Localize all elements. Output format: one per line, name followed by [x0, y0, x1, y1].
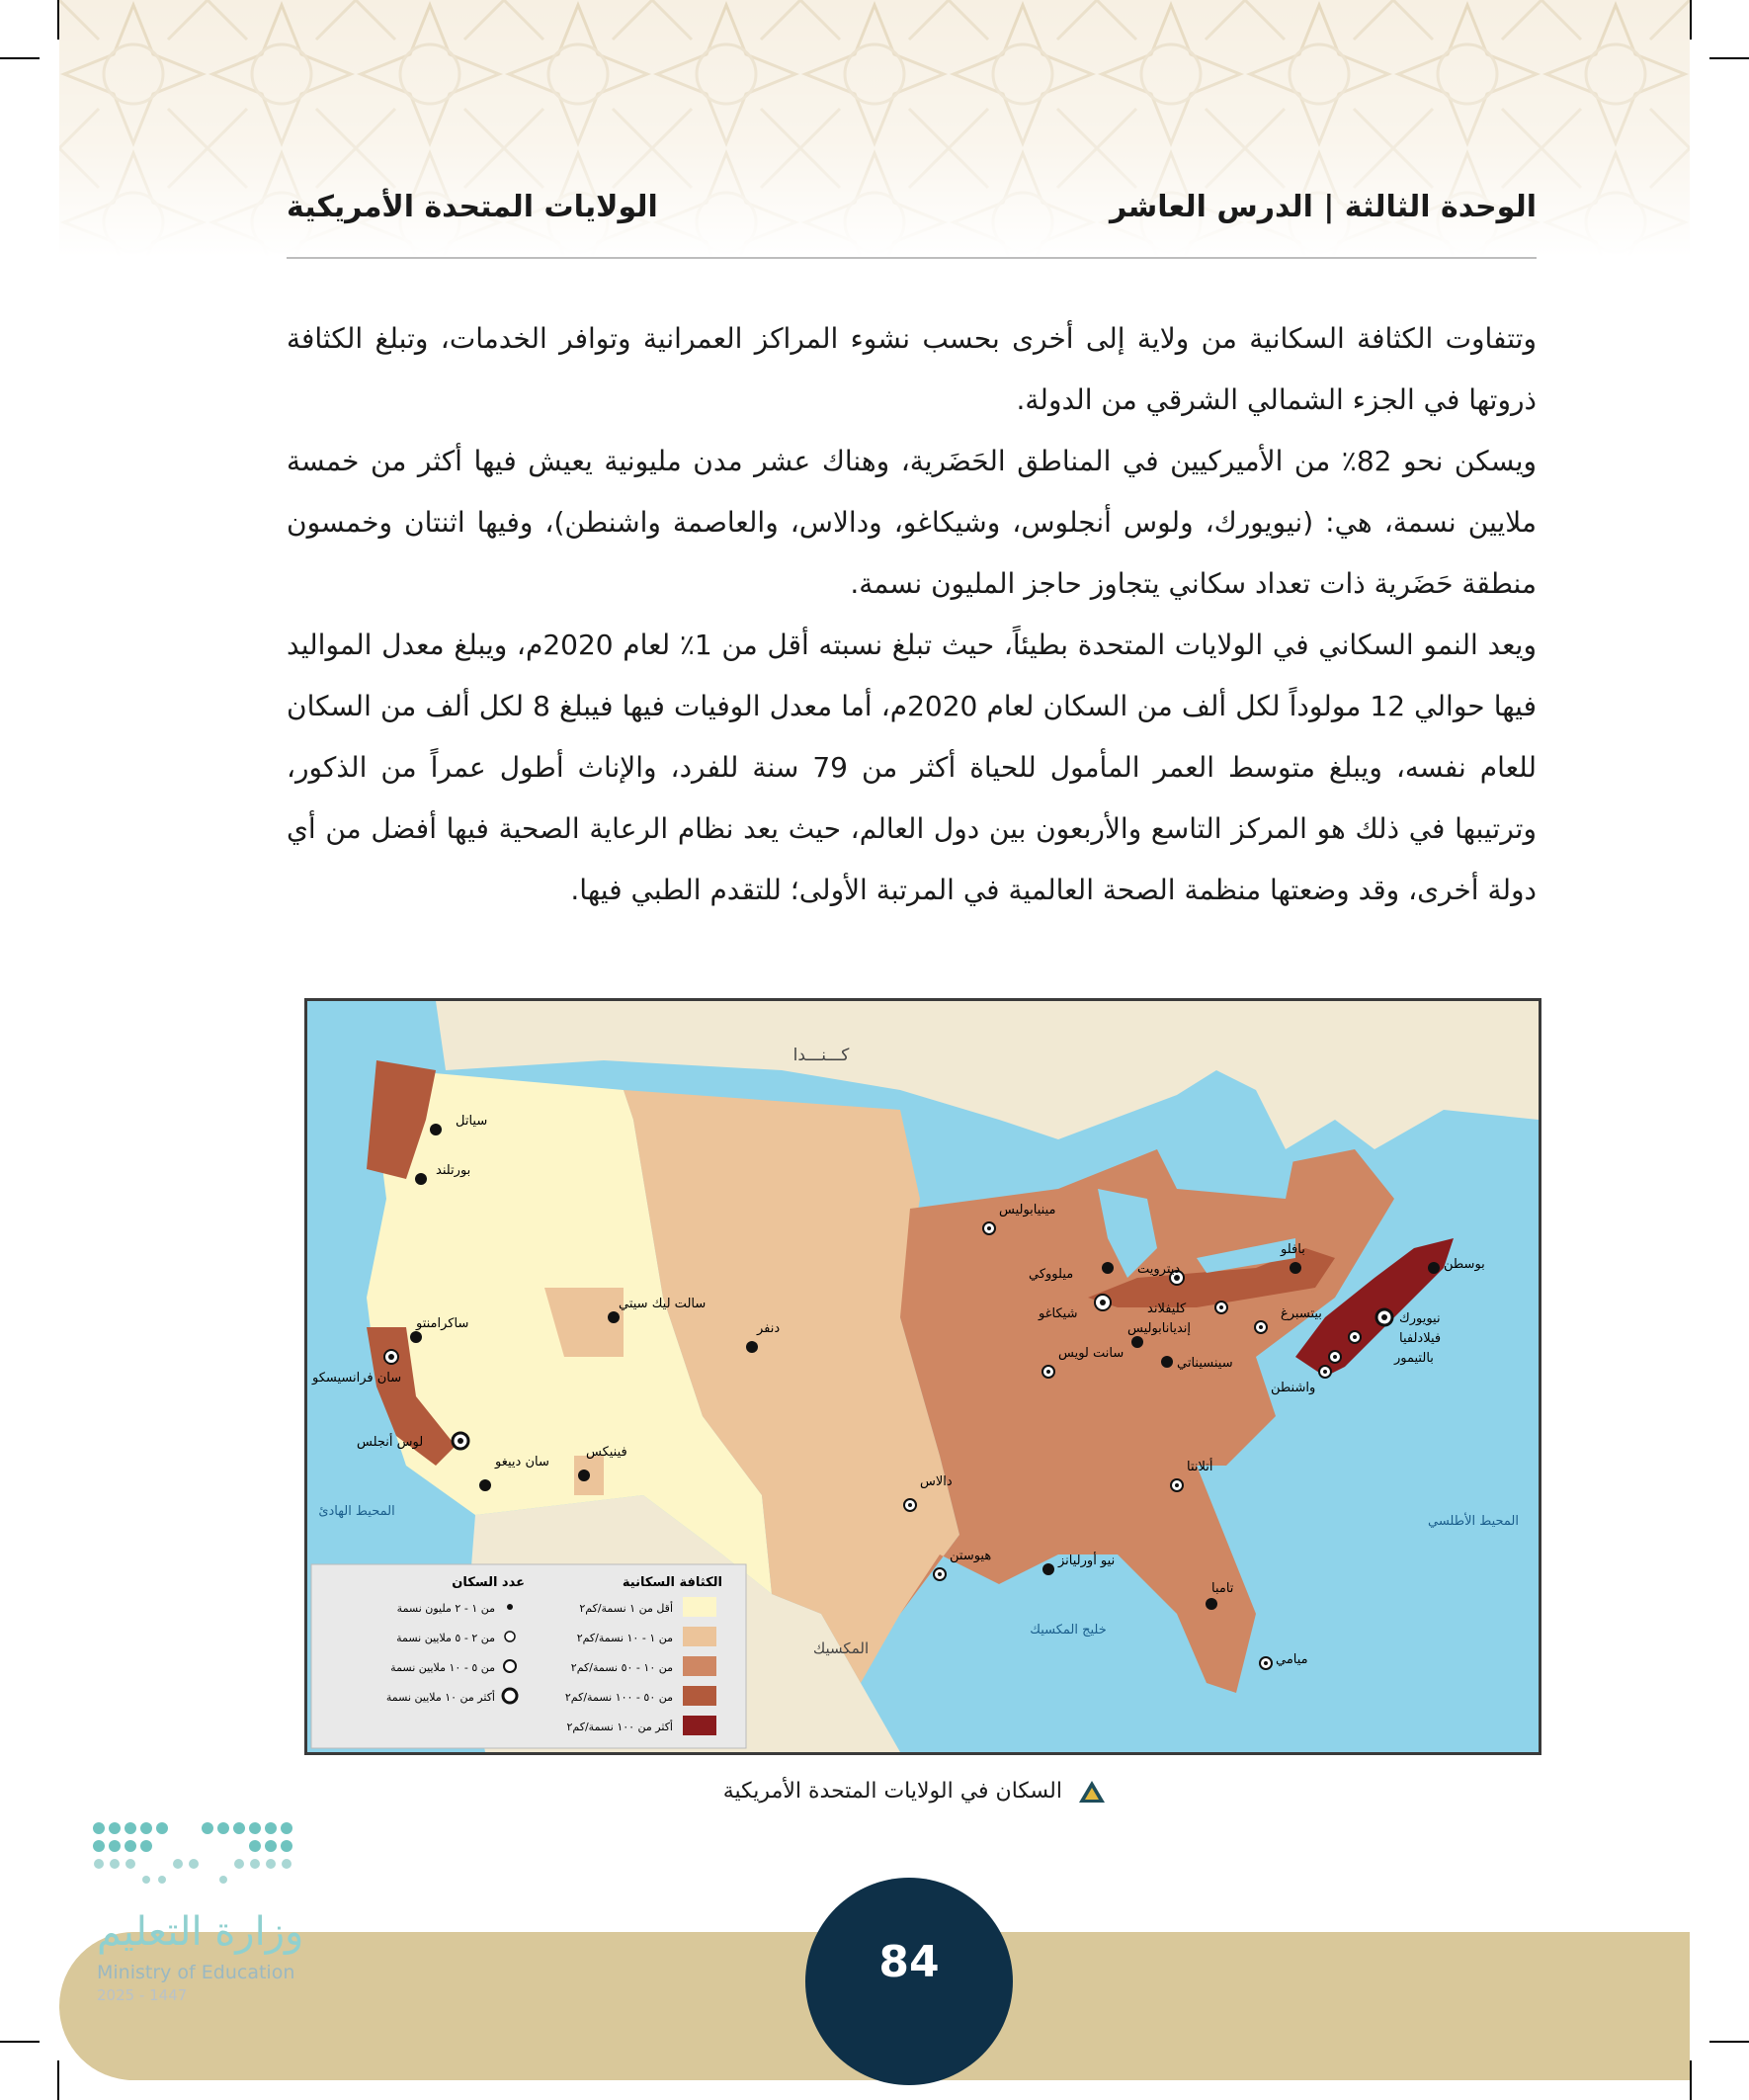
crop-mark [0, 2041, 40, 2043]
svg-text:كليفلاند: كليفلاند [1147, 1302, 1187, 1316]
svg-text:بافلو: بافلو [1281, 1242, 1305, 1257]
city-miami [1260, 1652, 1308, 1669]
svg-text:مينيابوليس: مينيابوليس [999, 1203, 1056, 1218]
ministry-name-en: Ministry of Education [97, 1962, 295, 1983]
svg-text:ديترويت: ديترويت [1137, 1262, 1181, 1277]
svg-text:فينيكس: فينيكس [586, 1445, 627, 1460]
crop-mark [57, 2060, 59, 2100]
legend-density-item: من ١٠ - ٥٠ نسمة/كم٢ [570, 1661, 673, 1674]
svg-text:نيو أورليانز: نيو أورليانز [1058, 1554, 1116, 1568]
legend-swatch [683, 1597, 716, 1617]
legend-pop-title: عدد السكان [452, 1575, 525, 1590]
atlantic-label: المحيط الأطلسي [1428, 1514, 1519, 1529]
svg-text:سياتل: سياتل [456, 1114, 488, 1129]
ministry-name-ar: وزارة التعليم [97, 1909, 304, 1955]
legend-density-title: الكثافة السكانية [622, 1575, 722, 1590]
svg-text:ميلووكي: ميلووكي [1029, 1267, 1074, 1282]
svg-text:إنديانابوليس: إنديانابوليس [1127, 1321, 1192, 1336]
legend-density-item: أقل من ١ نسمة/كم٢ [579, 1602, 673, 1615]
legend-density-item: من ١ - ١٠ نسمة/كم٢ [576, 1632, 673, 1644]
map-legend [311, 1564, 746, 1748]
caption-text: السكان في الولايات المتحدة الأمريكية [722, 1779, 1062, 1804]
svg-text:أتلانتا: أتلانتا [1187, 1460, 1213, 1474]
legend-pop-item: من ٢ - ٥ ملايين نسمة [396, 1632, 495, 1644]
city-newyork [1376, 1309, 1441, 1326]
legend-density-item: من ٥٠ - ١٠٠ نسمة/كم٢ [564, 1691, 673, 1704]
paragraph: ويسكن نحو 82٪ من الأميركيين في المناطق الحَضَرية، وهناك عشر مدن مليونية يعيش فيها أكثر من خمسة ملايين نسمة، هي: (نيويورك، ولوس أنجلوس، وشيكاغو، ودالاس، والعاصمة واشنطن)، وفيها اثنتان وخمسون منطقة حَضَرية ذات تعداد سكاني يتجاوز حاجز المليون نسمة. [287, 445, 1538, 600]
legend-symbol [503, 1689, 517, 1703]
svg-text:بيتسبرغ: بيتسبرغ [1281, 1306, 1322, 1321]
svg-text:سانت لويس: سانت لويس [1058, 1346, 1124, 1361]
crop-mark [1709, 57, 1749, 59]
legend-swatch [683, 1716, 716, 1735]
crop-mark [1690, 0, 1692, 40]
usa-map [307, 1001, 1539, 1752]
legend-symbol [505, 1632, 515, 1641]
legend-pop-item: أكثر من ١٠ ملايين نسمة [385, 1691, 495, 1704]
svg-text:سينسيناتي: سينسيناتي [1177, 1356, 1233, 1371]
mexico-label: المكسيك [812, 1639, 870, 1657]
legend-density-item: أكثر من ١٠٠ نسمة/كم٢ [566, 1721, 673, 1733]
city-washington [1271, 1366, 1331, 1395]
ministry-logo [89, 1818, 316, 2004]
header-divider [287, 257, 1537, 259]
legend-symbol [507, 1604, 513, 1610]
svg-text:فيلادلفيا: فيلادلفيا [1399, 1331, 1442, 1346]
page-title: الولايات المتحدة الأمريكية [287, 190, 658, 224]
svg-text:دنفر: دنفر [757, 1321, 781, 1336]
crop-mark [57, 0, 59, 40]
page-header [287, 190, 1537, 229]
svg-text:واشنطن: واشنطن [1271, 1381, 1316, 1395]
legend-pop-item: من ٥ - ١٠ ملايين نسمة [390, 1661, 495, 1674]
svg-text:بالتيمور: بالتيمور [1394, 1351, 1434, 1366]
legend-pop-item: من ١ - ٢ مليون نسمة [396, 1602, 495, 1615]
svg-text:هيوستن: هيوستن [950, 1549, 992, 1563]
map-caption [593, 1779, 1107, 1805]
page-number: 84 [878, 1937, 940, 1987]
legend-swatch [683, 1656, 716, 1676]
svg-text:دالاس: دالاس [920, 1474, 953, 1489]
paragraph: وتتفاوت الكثافة السكانية من ولاية إلى أخرى بحسب نشوء المراكز العمرانية وتوافر الخدمات، وتبلغ الكثافة ذروتها في الجزء الشمالي الشرقي من الدولة. [287, 322, 1537, 416]
svg-text:سان دييغو: سان دييغو [495, 1455, 549, 1470]
svg-text:تامبا: تامبا [1211, 1581, 1234, 1596]
svg-text:سالت ليك سيتي: سالت ليك سيتي [619, 1297, 707, 1311]
canada-label: كـــنـــدا [792, 1046, 850, 1065]
paragraph: ويعد النمو السكاني في الولايات المتحدة بطيئاً، حيث تبلغ نسبته أقل من 1٪ لعام 2020م، ويبلغ معدل المواليد فيها حوالي 12 مولوداً لكل ألف من السكان لعام 2020م، أما معدل الوفيات فيها فيبلغ 8 لكل ألف من السكان للعام نفسه، ويبلغ متوسط العمر المأمول للحياة أكثر من 79 سنة للفرد، والإناث أطول عمراً من الذكور، وترتيبها في ذلك هو المركز التاسع والأربعون بين دول العالم، حيث يعد نظام الرعاية الصحية فيها أفضل من أي دولة أخرى، وقد وضعتها منظمة الصحة العالمية في المرتبة الأولى؛ للتقدم الطبي فيها. [287, 629, 1537, 906]
crop-mark [1709, 2041, 1749, 2043]
legend-swatch [683, 1686, 716, 1706]
svg-text:ساكرامنتو: ساكرامنتو [416, 1316, 469, 1331]
svg-text:سان فرانسيسكو: سان فرانسيسكو [312, 1371, 402, 1386]
svg-text:بورتلند: بورتلند [436, 1163, 471, 1178]
svg-text:شيكاغو: شيكاغو [1039, 1306, 1078, 1321]
ministry-year: 2025 - 1447 [97, 1986, 188, 2004]
pacific-label: المحيط الهادئ [318, 1504, 395, 1519]
crop-mark [1690, 2060, 1692, 2100]
population-map [304, 998, 1541, 1755]
svg-text:لوس أنجلس: لوس أنجلس [357, 1435, 424, 1450]
body-text [287, 308, 1537, 921]
triangle-icon [1077, 1779, 1107, 1805]
ministry-dots-icon [89, 1818, 316, 1907]
svg-text:نيويورك: نيويورك [1399, 1311, 1441, 1326]
svg-text:ميامي: ميامي [1276, 1652, 1308, 1667]
legend-symbol [504, 1660, 516, 1672]
legend-swatch [683, 1627, 716, 1646]
svg-text:بوسطن: بوسطن [1444, 1257, 1485, 1272]
crop-mark [0, 57, 40, 59]
gulf-label: خليج المكسيك [1030, 1623, 1107, 1638]
unit-lesson-label: الوحدة الثالثة | الدرس العاشر [1110, 190, 1537, 224]
